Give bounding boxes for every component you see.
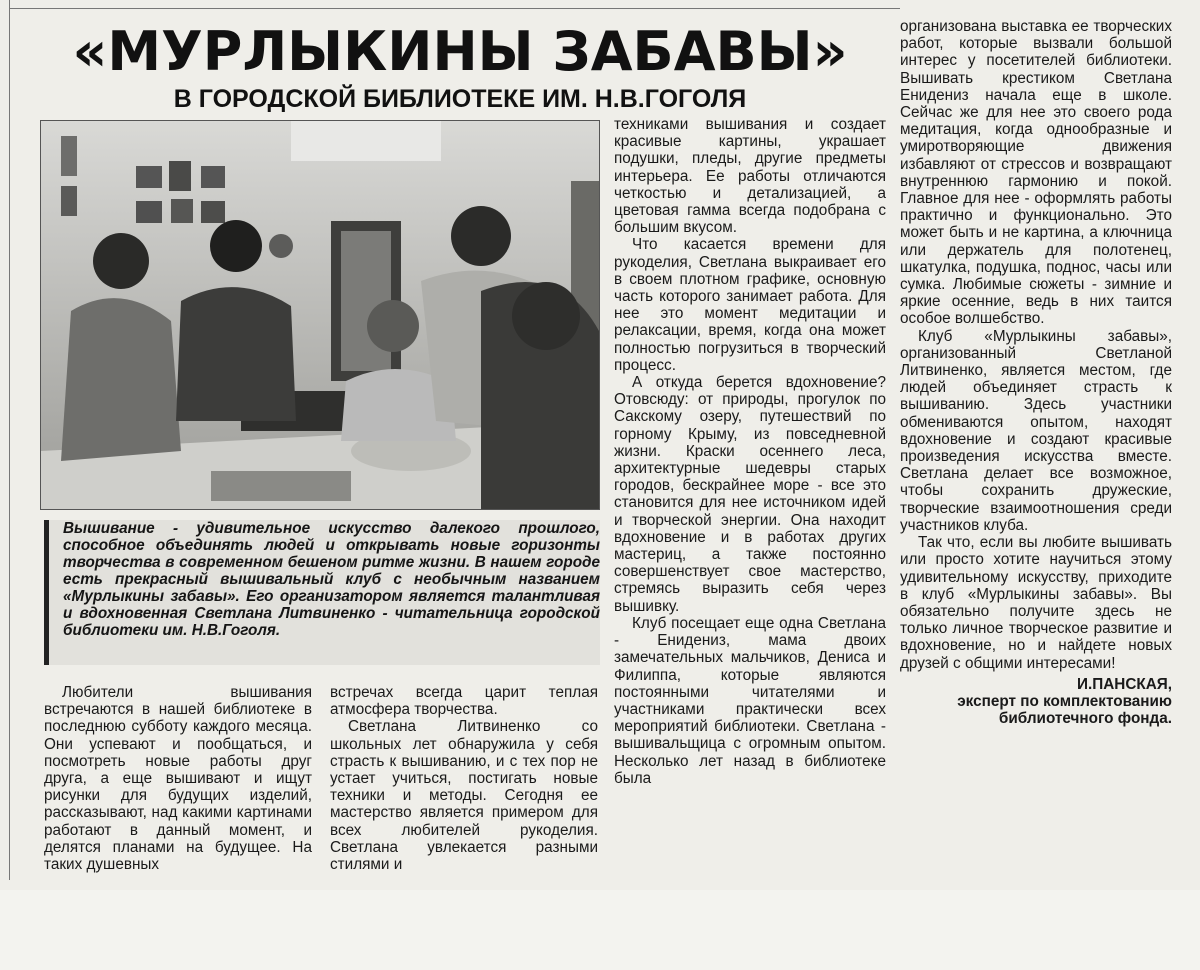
article-title: «МУРЛЫКИНЫ ЗАБАВЫ»: [72, 20, 848, 83]
paragraph: Светлана Литвиненко со школьных лет обнаружила у себя страсть к вышиванию, и с тех пор не устает учиться, постигать новые техники и методы. Сегодня ее мастерство является примером для всех любителей рукоделия. Светлана увлекается разными стилями и: [330, 718, 598, 874]
page-bottom-margin: [0, 890, 1200, 970]
column-4: [900, 18, 1172, 727]
paragraph: Клуб посещает еще одна Светлана - Енидениз, мама двоих замечательных мальчиков, Дениса и Филиппа, которые являются постоянными читателями и участниками практически всех мероприятий библиотеки. Светлана - вышивальщица с огромным опытом. Несколько лет назад в библиотеке была: [614, 614, 886, 787]
left-border-line: [9, 0, 10, 880]
paragraph: Так что, если вы любите вышивать или просто хотите научиться этому удивительному искусству, приходите в клуб «Мурлыкины забавы». Вы обязательно получите здесь не только личное творческое развитие и вдохновение, но и найдете новых друзей с общими интересами!: [900, 534, 1172, 672]
lead-text: Вышивание - удивительное искусство далекого прошлого, способное объединять людей и открывать новые горизонты творчества в современном бешеном ритме жизни. В нашем городе есть прекрасный вышивальный клуб с необычным названием «Мурлыкины забавы». Его организатором является талантливая и вдохновенная Светлана Литвиненко - читательница городской библиотеки им. Н.В.Гоголя.: [63, 520, 600, 639]
article-subtitle: В ГОРОДСКОЙ БИБЛИОТЕКЕ ИМ. Н.В.ГОГОЛЯ: [173, 85, 747, 113]
paragraph: Клуб «Мурлыкины забавы», организованный Светланой Литвиненко, является местом, где людей объединяет страсть к вышиванию. Здесь участники обмениваются опытом, находят вдохновение и создают красивые произведения искусства вместе. Светлана делает все возможное, чтобы сохранить дружеские, творческие взаимоотношения среди участников клуба.: [900, 327, 1172, 534]
paragraph: Любители вышивания встречаются в нашей библиотеке в последнюю субботу каждого месяца. Они успевают и пообщаться, и посмотреть новые работы друг друга, а еще вышивают и ищут рисунки для будущих изделий, рассказывают, над какими картинами работают в данный момент, и делятся планами на будущее. На таких душевных: [44, 684, 312, 874]
lead-paragraph: [44, 520, 600, 665]
column-1: [44, 684, 312, 873]
paragraph: Что касается времени для рукоделия, Светлана выкраивает его в своем плотном графике, основную часть которого занимает работа. Для нее это момент медитации и релаксации, время, когда она может полностью погрузиться в творческий процесс.: [614, 236, 886, 374]
paragraph: техниками вышивания и создает красивые картины, украшает подушки, пледы, другие предметы интерьера. Ее работы отличаются четкостью и детализацией, а цветовая гамма всегда подобрана с большим вкусом.: [614, 116, 886, 237]
photo-embroidery-club-icon: [41, 121, 599, 509]
column-2: [330, 684, 598, 873]
article-photo: [40, 120, 600, 510]
paragraph: организована выставка ее творческих работ, которые вызвали большой интерес у посетителей библиотеки. Вышивать крестиком Светлана Енидениз начала еще в школе. Сейчас же для нее это своего рода медитация, когда однообразные и умиротворяющие движения избавляют от стрессов и возвращают внутреннюю гармонию и покой. Главное для нее - оформлять работы практично и функционально. Это может быть и не картина, а ключница или держатель для полотенец, шкатулка, подушка, поднос, часы или сумка. Любимые сюжеты - зимние и яркие осенние, ведь в них таится особое волшебство.: [900, 18, 1172, 328]
author-name: И.ПАНСКАЯ,: [1076, 675, 1172, 693]
author-role-line-1: эксперт по комплектованию: [957, 692, 1172, 710]
paragraph: А откуда берется вдохновение? Отовсюду: от природы, прогулок по Сакскому озеру, путешествий по горному Крыму, из повседневной жизни. Краски осеннего леса, архитектурные шедевры старых городов, бескрайнее море - все это становится для нее источником идей и творческой энергии. Она находит вдохновение и в работах других мастериц, а также постоянно совершенствует свое мастерство, стремясь выразить себя через вышивку.: [614, 374, 886, 615]
paragraph: встречах всегда царит теплая атмосфера творчества.: [330, 684, 598, 719]
column-3: [614, 116, 886, 787]
author-role-line-2: библиотечного фонда.: [998, 710, 1172, 728]
top-rule: [10, 0, 900, 9]
